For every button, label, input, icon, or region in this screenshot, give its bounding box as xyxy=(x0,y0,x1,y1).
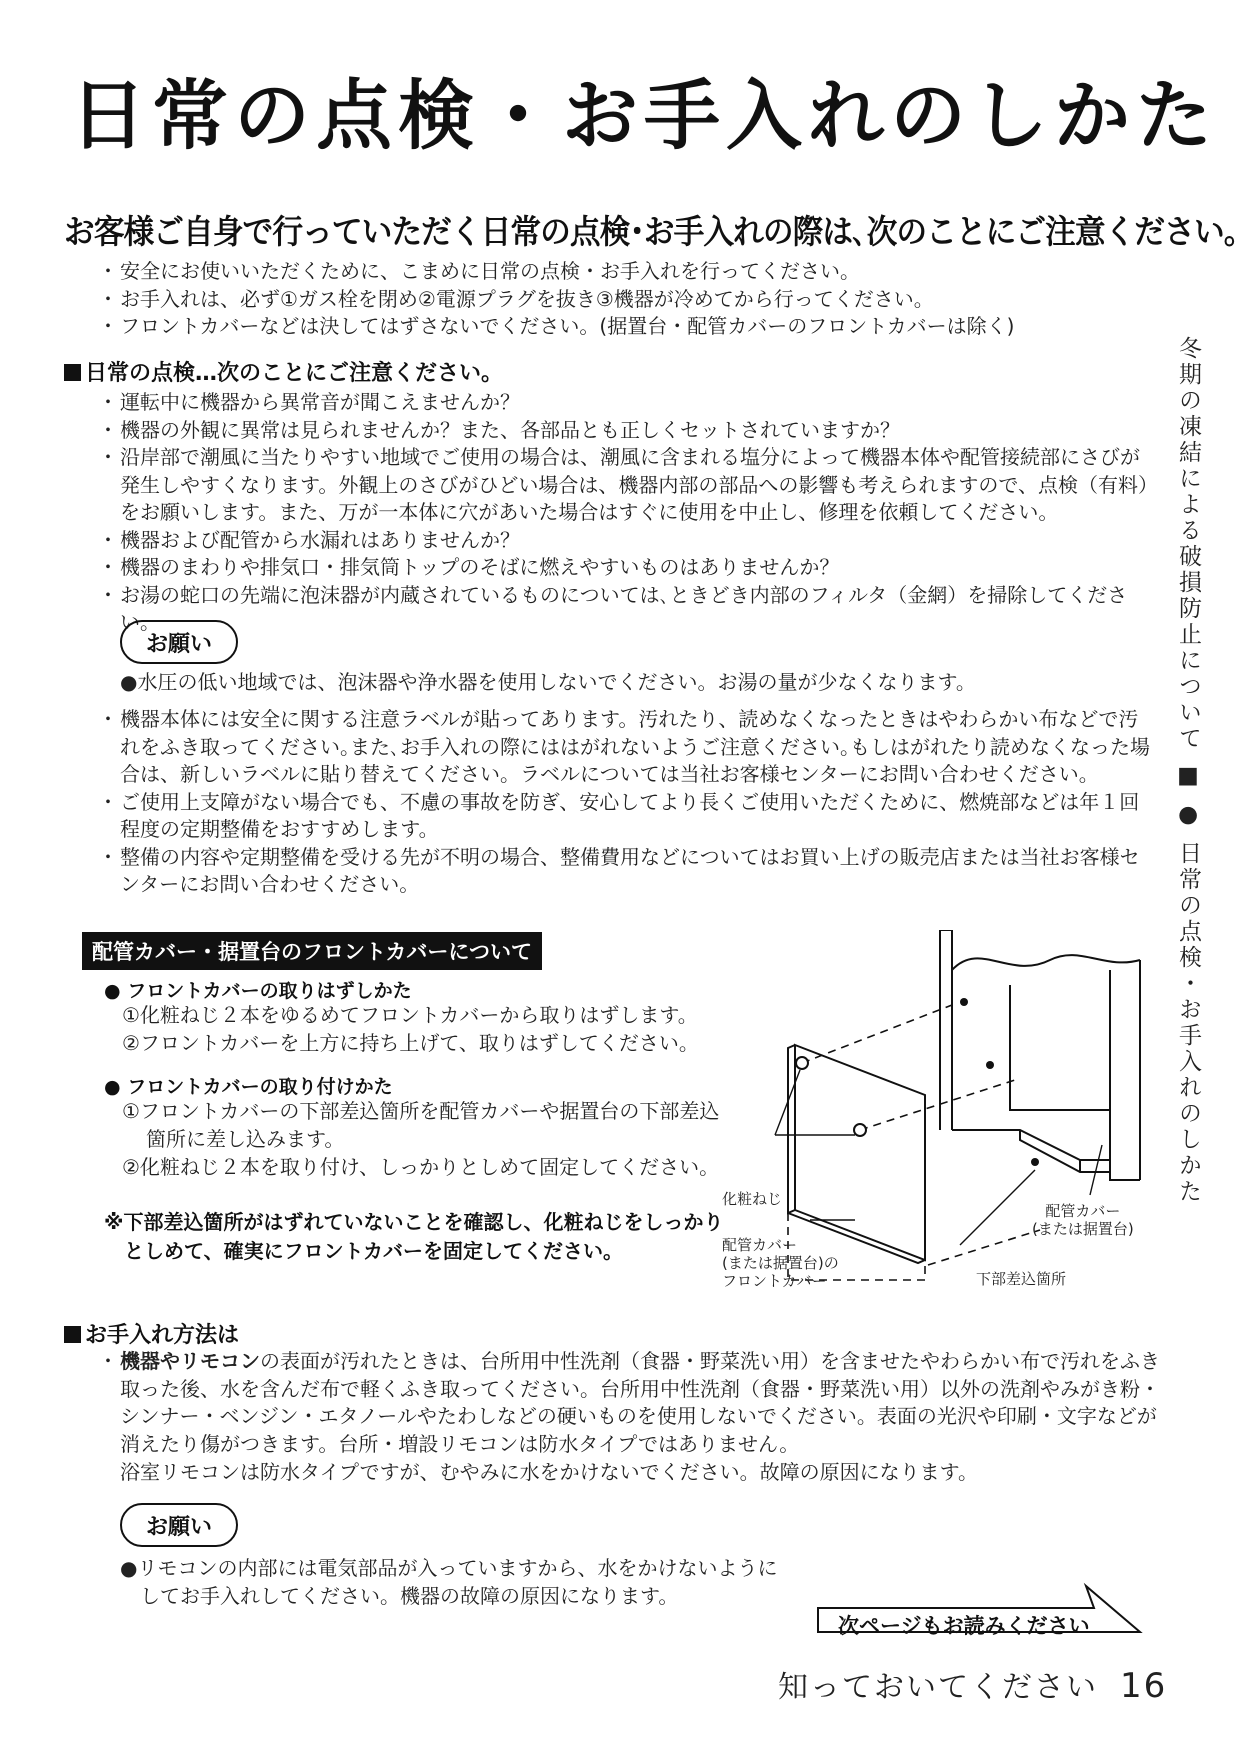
side-chapter-tab: 冬期の凍結による破損防止について ■ ● 日常の点検・お手入れのしかた xyxy=(1175,336,1201,1205)
cover-section-tag: 配管カバー・据置台のフロントカバーについて xyxy=(82,932,542,970)
attach-heading: ● フロントカバーの取り付けかた xyxy=(104,1076,393,1098)
list-item: ・ 機器本体には安全に関する注意ラベルが貼ってあります。汚れたり、読めなくなったときはやわらかい布などで汚れをふき取ってください｡また､お手入れの際にははがれないようご注意ください｡もしはがれたり読めなくなった場合は、新しいラベルに貼り替えてください。ラベルについては当社お客様センターにお問い合わせください。 xyxy=(100,706,1158,789)
label-line: 配管カバー xyxy=(1045,1202,1121,1220)
label-line: (または据置台) xyxy=(1032,1220,1134,1238)
list-item: ・ 機器および配管から水漏れはありませんか？ xyxy=(100,527,1158,555)
step-item: ①化粧ねじ２本をゆるめてフロントカバーから取りはずします。 xyxy=(122,1003,698,1027)
square-icon xyxy=(64,364,81,381)
label-screw: 化粧ねじ xyxy=(722,1190,783,1208)
remove-heading: ● フロントカバーの取りはずしかた xyxy=(104,980,412,1002)
care-heading-text: お手入れ方法は xyxy=(85,1323,240,1348)
page-footer xyxy=(778,1662,1167,1706)
label-line: (または据置台)の xyxy=(722,1254,839,1272)
care-text: の表面が汚れたときは、台所用中性洗剤（食器・野菜洗い用）を含ませたやわらかい布で汚れをふき取った後、水を含んだ布で軽くふき取ってください。台所用中性洗剤（食器・野菜洗い用）以外の洗剤やみがき粉・シンナー・ベンジン・エタノールやたわしなどの硬いものを使用しないでください。表面の光沢や印刷・文字などが消えたり傷がつきます。台所・増設リモコンは防水タイプではありません。 xyxy=(120,1349,1160,1456)
label-front-cover xyxy=(722,1236,839,1290)
list-item: ・ お手入れは、必ず①ガス栓を閉め②電源プラグを抜き③機器が冷めてから行ってください。 xyxy=(100,286,1160,314)
next-page-text: 次ページもお読みください xyxy=(838,1614,1090,1638)
label-line: フロントカバー xyxy=(722,1272,827,1290)
care-bullets xyxy=(100,1348,1160,1458)
inspection-bullets xyxy=(100,389,1158,637)
list-item: ・ フロントカバーなどは決してはずさないでください。(据置台・配管カバーのフロントカバーは除く) xyxy=(100,313,1160,341)
page-number: 16 xyxy=(1120,1666,1168,1706)
list-item: ・ 沿岸部で潮風に当たりやすい地域でご使用の場合は、潮風に含まれる塩分によって機器本体や配管接続部にさびが発生しやすくなります。外観上のさびがひどい場合は、機器内部の部品への影響も考えられますので、点検（有料）をお願いします。また、万が一本体に穴があいた場合はすぐに使用を中止し、修理を依頼してください。 xyxy=(100,444,1158,527)
page-subtitle: お客様ご自身で行っていただく日常の点検･お手入れの際は､次のことにご注意ください｡ xyxy=(64,212,1239,251)
onegai-note: ●リモコンの内部には電気部品が入っていますから、水をかけないように xyxy=(120,1556,778,1580)
label-line: 配管カバー xyxy=(722,1236,798,1254)
intro-bullets xyxy=(100,258,1160,341)
care-text-2: 浴室リモコンは防水タイプですが、むやみに水をかけないでください。故障の原因になります。 xyxy=(120,1460,978,1484)
page-title: 日常の点検・お手入れのしかた xyxy=(70,71,1218,160)
label-pipe-cover xyxy=(1032,1202,1134,1238)
care-bold-lead: 機器やリモコン xyxy=(120,1349,260,1373)
list-item: ・ 安全にお使いいただくために、こまめに日常の点検・お手入れを行ってください。 xyxy=(100,258,1160,286)
onegai-badge: お願い xyxy=(120,1503,238,1547)
list-item: ・ 機器の外観に異常は見られませんか？また、各部品とも正しくセットされていますか？ xyxy=(100,417,1158,445)
list-item xyxy=(100,1348,1160,1458)
list-item: ・ 機器のまわりや排気口・排気筒トップのそばに燃えやすいものはありませんか？ xyxy=(100,554,1158,582)
inspection-heading xyxy=(64,356,503,387)
step-item: ②フロントカバーを上方に持ち上げて、取りはずしてください。 xyxy=(122,1031,699,1055)
inspection-heading-text: 日常の点検…次のことにご注意ください。 xyxy=(85,361,504,386)
list-item: ・ 整備の内容や定期整備を受ける先が不明の場合、整備費用などについてはお買い上げの販売店または当社お客様センターにお問い合わせください。 xyxy=(100,844,1158,899)
attach-steps xyxy=(122,1097,722,1181)
list-item: ・ お湯の蛇口の先端に泡沫器が内蔵されているものについては､ときどき内部のフィルタ（金網）を掃除してください。 xyxy=(100,582,1158,637)
inspection-bullets-2 xyxy=(100,706,1158,899)
care-heading xyxy=(64,1318,239,1349)
step-item: ②化粧ねじ２本を取り付け、しっかりとしめて固定してください。 xyxy=(122,1155,720,1179)
onegai-badge: お願い xyxy=(120,620,238,664)
footer-section: 知っておいてください xyxy=(778,1670,1098,1705)
list-item: ・ ご使用上支障がない場合でも、不慮の事故を防ぎ、安心してより長くご使用いただくために、燃焼部などは年１回程度の定期整備をおすすめします。 xyxy=(100,789,1158,844)
label-insertion: 下部差込箇所 xyxy=(976,1270,1067,1288)
remove-steps xyxy=(122,1001,722,1057)
onegai-note: ●水圧の低い地域では、泡沫器や浄水器を使用しないでください。お湯の量が少なくなります。 xyxy=(120,670,976,694)
step-item: ①フロントカバーの下部差込箇所を配管カバーや据置台の下部差込箇所に差し込みます。 xyxy=(122,1099,720,1151)
fix-warning: ※下部差込箇所がはずれていないことを確認し、化粧ねじをしっかりとしめて、確実にフロントカバーを固定してください。 xyxy=(104,1210,724,1263)
list-item: ・ 運転中に機器から異常音が聞こえませんか？ xyxy=(100,389,1158,417)
next-page-banner xyxy=(814,1580,1144,1652)
onegai-note: してお手入れしてください。機器の故障の原因になります。 xyxy=(140,1584,679,1608)
square-icon xyxy=(64,1326,81,1343)
